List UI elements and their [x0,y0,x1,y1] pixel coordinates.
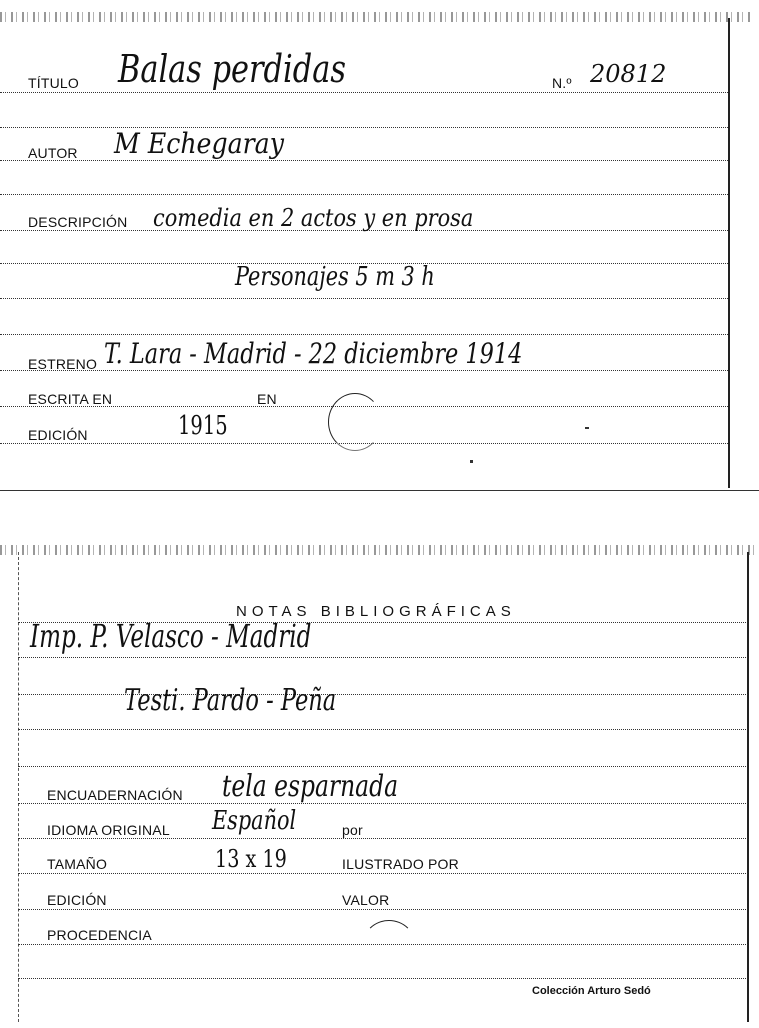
numero-label: N.º [552,75,572,91]
numero-value: 20812 [590,60,667,88]
escrita-en-label: ESCRITA EN [28,391,113,407]
rule-line [0,298,728,299]
tamano-label: TAMAÑO [47,856,108,872]
valor-label: VALOR [342,892,390,908]
estreno-label: ESTRENO [28,356,98,372]
rule-line [0,160,728,161]
notas-heading: NOTAS BIBLIOGRÁFICAS [236,603,516,620]
pen-mark [470,460,473,463]
descripcion-value: comedia en 2 actos y en prosa [153,204,474,232]
collection-credit: Colección Arturo Sedó [532,985,651,997]
procedencia-label: PROCEDENCIA [47,927,152,943]
estreno-value: T. Lara - Madrid - 22 diciembre 1914 [104,337,523,370]
edicion-value: 1915 [178,411,228,441]
idioma-label: IDIOMA ORIGINAL [47,822,170,838]
encuadernacion-label: ENCUADERNACIÓN [47,787,183,803]
autor-value: M Echegaray [114,127,284,160]
descripcion-label: DESCRIPCIÓN [28,214,128,230]
titulo-value: Balas perdidas [118,47,346,91]
rule-line [18,909,746,910]
rule-line [18,766,746,767]
note-line-2: Testi. Pardo - Peña [124,683,337,718]
rule-line [0,92,728,93]
punch-hole-mark [362,920,416,972]
autor-label: AUTOR [28,145,78,161]
edicion-label: EDICIÓN [47,892,107,908]
encuadernacion-value: tela esparnada [222,769,399,804]
titulo-label: TÍTULO [28,75,79,91]
rule-line [18,657,746,658]
rule-line [18,978,746,979]
rule-line [18,838,746,839]
note-line-1: Imp. P. Velasco - Madrid [30,617,312,655]
tamano-value: 13 x 19 [215,845,287,873]
rule-line [18,729,746,730]
ilustrado-label: ILUSTRADO POR [342,856,459,872]
rule-line [18,873,746,874]
rule-line [0,127,728,128]
en-label: EN [257,391,277,407]
edicion-label: EDICIÓN [28,427,88,443]
rule-line [0,334,728,335]
descripcion-value-line2: Personajes 5 m 3 h [235,262,435,292]
pen-mark [585,427,589,429]
por-label: por [342,822,363,838]
card-cut-line [0,490,759,491]
idioma-value: Español [212,806,297,836]
punch-hole-mark [328,393,382,451]
rule-line [0,194,728,195]
rule-line [0,370,728,371]
